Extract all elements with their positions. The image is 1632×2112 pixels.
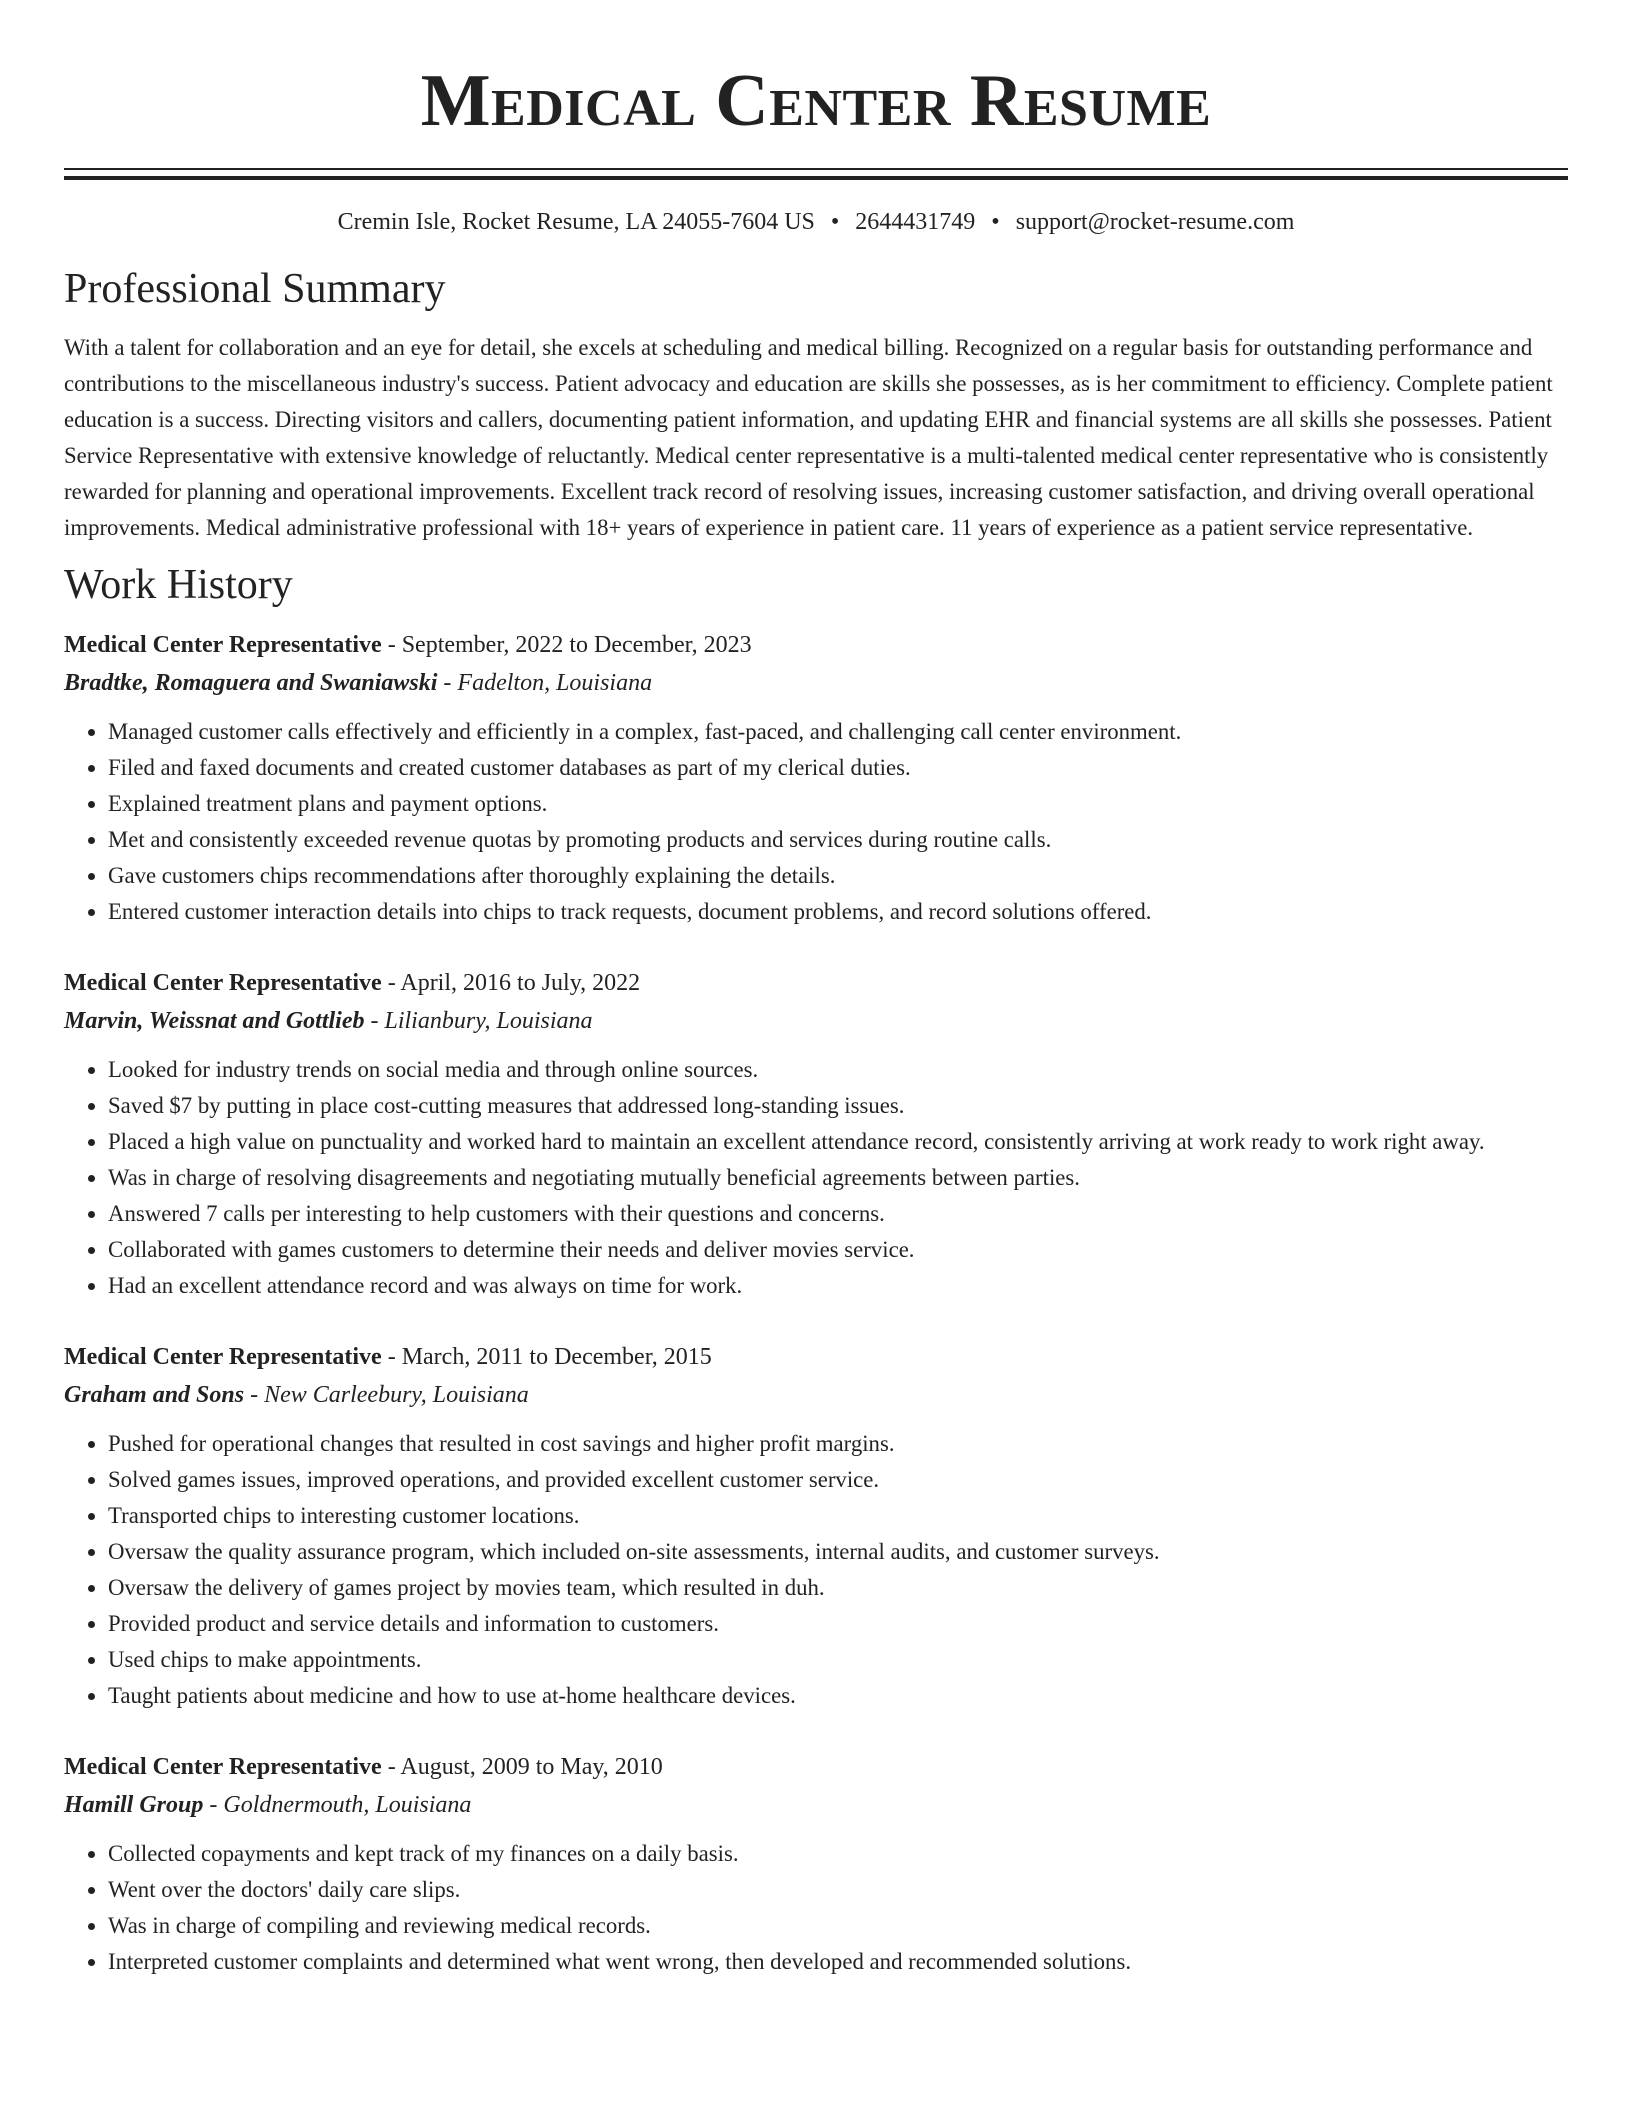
job-title: Medical Center Representative (64, 970, 382, 996)
job-bullet: • Taught patients about medicine and how to use at-home healthcare devices. (108, 1678, 1568, 1714)
job-bullet: • Explained treatment plans and payment options. (108, 786, 1568, 822)
job-bullet: • Answered 7 calls per interesting to help customers with their questions and concerns. (108, 1196, 1568, 1232)
job-title-line (64, 964, 1568, 1002)
job-title-line (64, 1338, 1568, 1376)
job-bullet: • Provided product and service details and information to customers. (108, 1606, 1568, 1642)
job-company: Marvin, Weissnat and Gottlieb (64, 1008, 365, 1034)
job-bullet: • Had an excellent attendance record and was always on time for work. (108, 1268, 1568, 1304)
resume-title: Medical Center Resume (420, 60, 1212, 142)
dash-separator: - (381, 970, 401, 996)
job-title: Medical Center Representative (64, 1344, 382, 1370)
contact-line (64, 205, 1568, 239)
job-title-line (64, 1748, 1568, 1786)
job-bullet: • Collaborated with games customers to determine their needs and deliver movies service. (108, 1232, 1568, 1268)
contact-separator: • (830, 209, 840, 235)
dash-separator: - (381, 632, 402, 658)
job-title: Medical Center Representative (64, 1754, 382, 1780)
job-entry (64, 1748, 1568, 1980)
job-bullet: • Solved games issues, improved operations, and provided excellent customer service. (108, 1462, 1568, 1498)
job-location: Goldnermouth, Louisiana (223, 1792, 472, 1818)
job-bullet: • Was in charge of resolving disagreements and negotiating mutually beneficial agreements between parties. (108, 1160, 1568, 1196)
job-dates: September, 2022 to December, 2023 (401, 632, 752, 658)
job-dates: April, 2016 to July, 2022 (400, 970, 641, 996)
contact-separator: • (991, 209, 1000, 235)
job-bullets (64, 1426, 1568, 1714)
job-bullet: • Saved $7 by putting in place cost-cutting measures that addressed long-standing issues. (108, 1088, 1568, 1124)
job-location: Fadelton, Louisiana (457, 670, 653, 696)
job-bullet: • Went over the doctors' daily care slips. (108, 1872, 1568, 1908)
title-divider (64, 168, 1568, 178)
job-bullet: • Interpreted customer complaints and determined what went wrong, then developed and recommended solutions. (108, 1944, 1568, 1980)
dash-separator: - (364, 1008, 385, 1034)
work-history-heading: Work History (64, 562, 293, 608)
job-entry (64, 626, 1568, 930)
job-company-line (64, 1786, 1568, 1824)
job-company: Bradtke, Romaguera and Swaniawski (64, 670, 438, 696)
summary-text: With a talent for collaboration and an eye for detail, she excels at scheduling and medical billing. Recognized on a regular basis for outstanding performance and contributions to the miscellaneous industry's success. Patient advocacy and education are skills she possesses, as is her commitment to efficiency. Complete patient education is a success. Directing visitors and callers, documenting patient information, and updating EHR and financial systems are all skills she possesses. Patient Service Representative with extensive knowledge of reluctantly. Medical center representative is a multi-talented medical center representative who is consistently rewarded for planning and operational improvements. Excellent track record of resolving issues, increasing customer satisfaction, and driving overall operational improvements. Medical administrative professional with 18+ years of experience in patient care. 11 years of experience as a patient service representative. (64, 335, 1553, 540)
job-entry (64, 964, 1568, 1304)
job-title: Medical Center Representative (64, 632, 382, 658)
dash-separator: - (437, 670, 458, 696)
job-bullet: • Managed customer calls effectively and efficiently in a complex, fast-paced, and challenging call center environment. (108, 714, 1568, 750)
divider-thin-line (64, 168, 1568, 170)
job-entry (64, 1338, 1568, 1714)
job-bullets (64, 714, 1568, 930)
job-location: New Carleebury, Louisiana (264, 1382, 529, 1408)
job-bullet: • Was in charge of compiling and reviewing medical records. (108, 1908, 1568, 1944)
job-bullets (64, 1836, 1568, 1980)
job-company: Hamill Group (64, 1792, 204, 1818)
job-title-line (64, 626, 1568, 664)
job-dates: August, 2009 to May, 2010 (400, 1754, 663, 1780)
dash-separator: - (381, 1344, 402, 1370)
divider-thick-line (64, 176, 1568, 180)
dash-separator: - (244, 1382, 265, 1408)
dash-separator: - (203, 1792, 224, 1818)
job-company-line (64, 1002, 1568, 1040)
job-bullet: • Gave customers chips recommendations after thoroughly explaining the details. (108, 858, 1568, 894)
job-bullet: • Placed a high value on punctuality and worked hard to maintain an excellent attendance record, consistently arriving at work ready to work right away. (108, 1124, 1568, 1160)
job-bullet: • Pushed for operational changes that resulted in cost savings and higher profit margins. (108, 1426, 1568, 1462)
job-company-line (64, 664, 1568, 702)
contact-address: Cremin Isle, Rocket Resume, LA 24055-7604 US (337, 209, 815, 235)
contact-email: support@rocket-resume.com (1015, 209, 1295, 235)
job-bullet: • Used chips to make appointments. (108, 1642, 1568, 1678)
job-bullet: • Met and consistently exceeded revenue quotas by promoting products and services during routine calls. (108, 822, 1568, 858)
job-bullet: • Collected copayments and kept track of my finances on a daily basis. (108, 1836, 1568, 1872)
job-company-line (64, 1376, 1568, 1414)
job-dates: March, 2011 to December, 2015 (401, 1344, 712, 1370)
job-location: Lilianbury, Louisiana (384, 1008, 593, 1034)
contact-phone: 2644431749 (855, 209, 976, 235)
job-bullets (64, 1052, 1568, 1304)
job-bullet: • Transported chips to interesting customer locations. (108, 1498, 1568, 1534)
job-company: Graham and Sons (64, 1382, 245, 1408)
job-bullet: • Filed and faxed documents and created customer databases as part of my clerical duties. (108, 750, 1568, 786)
dash-separator: - (381, 1754, 401, 1780)
job-bullet: • Oversaw the delivery of games project by movies team, which resulted in duh. (108, 1570, 1568, 1606)
job-bullet: • Looked for industry trends on social media and through online sources. (108, 1052, 1568, 1088)
job-bullet: • Oversaw the quality assurance program, which included on-site assessments, internal audits, and customer surveys. (108, 1534, 1568, 1570)
summary-heading: Professional Summary (64, 266, 446, 312)
job-bullet: • Entered customer interaction details into chips to track requests, document problems, and record solutions offered. (108, 894, 1568, 930)
